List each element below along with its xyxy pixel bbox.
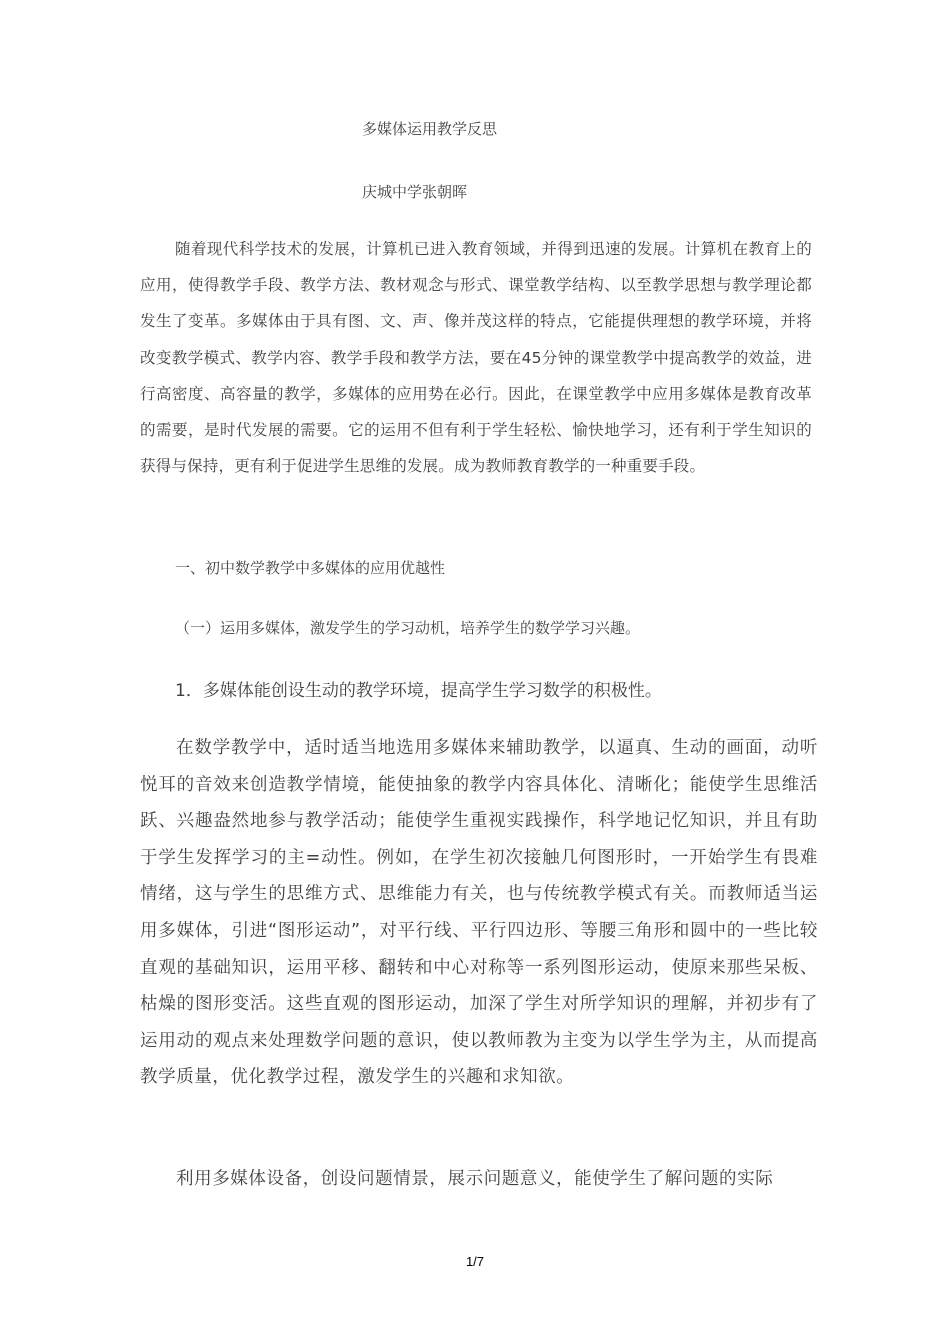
document-author: 庆城中学张朝晖 [362,183,468,201]
section-heading: 一、初中数学教学中多媒体的应用优越性 [175,559,446,577]
item-heading: 1．多媒体能创设生动的教学环境，提高学生学习数学的积极性。 [175,681,662,701]
page-number: 1/7 [465,1254,485,1269]
subsection-heading: （一）运用多媒体，激发学生的学习动机，培养学生的数学学习兴趣。 [175,619,641,637]
intro-paragraph: 随着现代科学技术的发展，计算机已进入教育领域，并得到迅速的发展。计算机在教育上的应用，使得教学手段、教学方法、教材观念与形式、课堂教学结构、以至教学思想与教学理论都发生了变革。多媒体由于具有图、文、声、像并茂这样的特点，它能提供理想的教学环境，并将改变教学模式、教学内容、教学手段和教学方法，要在45分钟的课堂教学中提高教学的效益，进行高密度、高容量的教学，多媒体的应用势在必行。因此，在课堂教学中应用多媒体是教育改革的需要，是时代发展的需要。它的运用不但有利于学生轻松、愉快地学习，还有利于学生知识的获得与保持，更有利于促进学生思维的发展。成为教师教育教学的一种重要手段。 [140,240,812,476]
document-title: 多媒体运用教学反思 [362,120,498,138]
body-paragraph-continued: 利用多媒体设备，创设问题情景，展示问题意义，能使学生了解问题的实际 [176,1169,774,1189]
body-paragraph: 在数学教学中，适时适当地选用多媒体来辅助教学，以逼真、生动的画面，动听悦耳的音效来创造教学情境，能使抽象的教学内容具体化、清晰化；能使学生思维活跃、兴趣盎然地参与教学活动；能使学生重视实践操作，科学地记忆知识，并且有助于学生发挥学习的主=动性。例如，在学生初次接触几何图形时，一开始学生有畏难情绪，这与学生的思维方式、思维能力有关，也与传统教学模式有关。而教师适当运用多媒体，引进“图形运动”，对平行线、平行四边形、等腰三角形和圆中的一些比较直观的基础知识，运用平移、翻转和中心对称等一系列图形运动，使原来那些呆板、枯燥的图形变活。这些直观的图形运动，加深了学生对所学知识的理解，并初步有了运用动的观点来处理数学问题的意识，使以教师教为主变为以学生学为主，从而提高教学质量，优化教学过程，激发学生的兴趣和求知欲。 [140,738,818,1088]
